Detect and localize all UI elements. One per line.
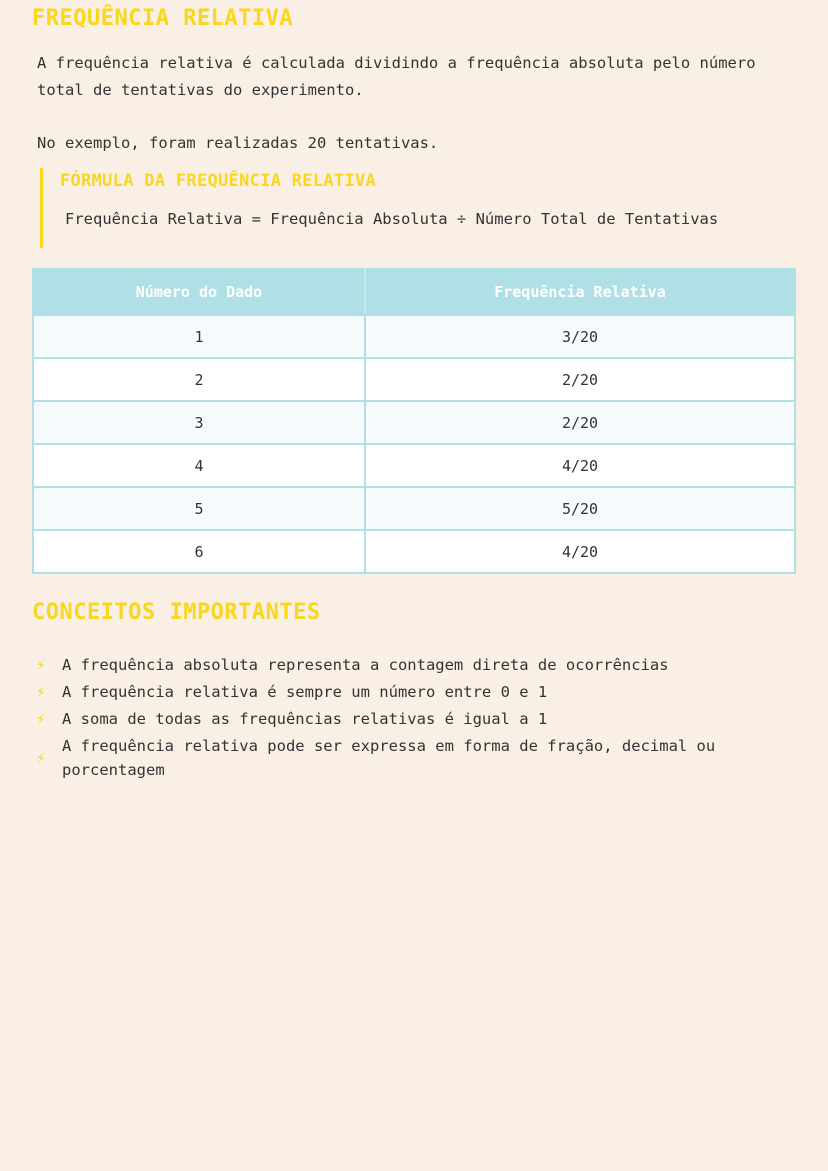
table-header-row bbox=[33, 269, 795, 315]
lightning-bolt-icon: ⚡︎ bbox=[36, 655, 46, 674]
list-item-text: A frequência relativa é sempre um número entre 0 e 1 bbox=[62, 683, 548, 701]
table-cell-die-number: 4 bbox=[33, 444, 365, 487]
table-row bbox=[33, 487, 795, 530]
table-cell-relative-frequency: 4/20 bbox=[365, 444, 795, 487]
table-cell-die-number: 5 bbox=[33, 487, 365, 530]
table-cell-die-number: 1 bbox=[33, 315, 365, 358]
formula-callout bbox=[40, 168, 803, 248]
table-row bbox=[33, 530, 795, 573]
list-item bbox=[32, 680, 792, 704]
list-item-text: A soma de todas as frequências relativas é igual a 1 bbox=[62, 710, 548, 728]
formula-title: FÓRMULA DA FREQUÊNCIA RELATIVA bbox=[60, 171, 377, 191]
list-item bbox=[32, 734, 792, 782]
table-row bbox=[33, 401, 795, 444]
list-item bbox=[32, 653, 792, 677]
table-cell-die-number: 3 bbox=[33, 401, 365, 444]
lightning-bolt-icon: ⚡︎ bbox=[36, 748, 46, 767]
concepts-list bbox=[32, 653, 792, 785]
lightning-bolt-icon: ⚡︎ bbox=[36, 682, 46, 701]
formula-text: Frequência Relativa = Frequência Absoluta ÷ Número Total de Tentativas bbox=[65, 210, 719, 228]
table-cell-relative-frequency: 5/20 bbox=[365, 487, 795, 530]
list-item bbox=[32, 707, 792, 731]
table-row bbox=[33, 358, 795, 401]
section-title-frequencia-relativa: FREQUÊNCIA RELATIVA bbox=[32, 6, 294, 31]
table-row bbox=[33, 315, 795, 358]
table-header-relative-frequency: Frequência Relativa bbox=[365, 269, 795, 315]
list-item-text: A frequência relativa pode ser expressa em forma de fração, decimal ou porcentagem bbox=[62, 737, 716, 779]
list-item-text: A frequência absoluta representa a contagem direta de ocorrências bbox=[62, 656, 669, 674]
table-cell-relative-frequency: 4/20 bbox=[365, 530, 795, 573]
table-cell-relative-frequency: 3/20 bbox=[365, 315, 795, 358]
table-header-die-number: Número do Dado bbox=[33, 269, 365, 315]
section-title-conceitos-importantes: CONCEITOS IMPORTANTES bbox=[32, 600, 321, 625]
table-cell-die-number: 2 bbox=[33, 358, 365, 401]
table-cell-die-number: 6 bbox=[33, 530, 365, 573]
example-paragraph: No exemplo, foram realizadas 20 tentativas. bbox=[37, 134, 439, 152]
table-cell-relative-frequency: 2/20 bbox=[365, 358, 795, 401]
table-row bbox=[33, 444, 795, 487]
lightning-bolt-icon: ⚡︎ bbox=[36, 709, 46, 728]
relative-frequency-table bbox=[32, 268, 796, 574]
intro-paragraph: A frequência relativa é calculada dividindo a frequência absoluta pelo número total de tentativas do experimento. bbox=[37, 54, 765, 99]
table-cell-relative-frequency: 2/20 bbox=[365, 401, 795, 444]
